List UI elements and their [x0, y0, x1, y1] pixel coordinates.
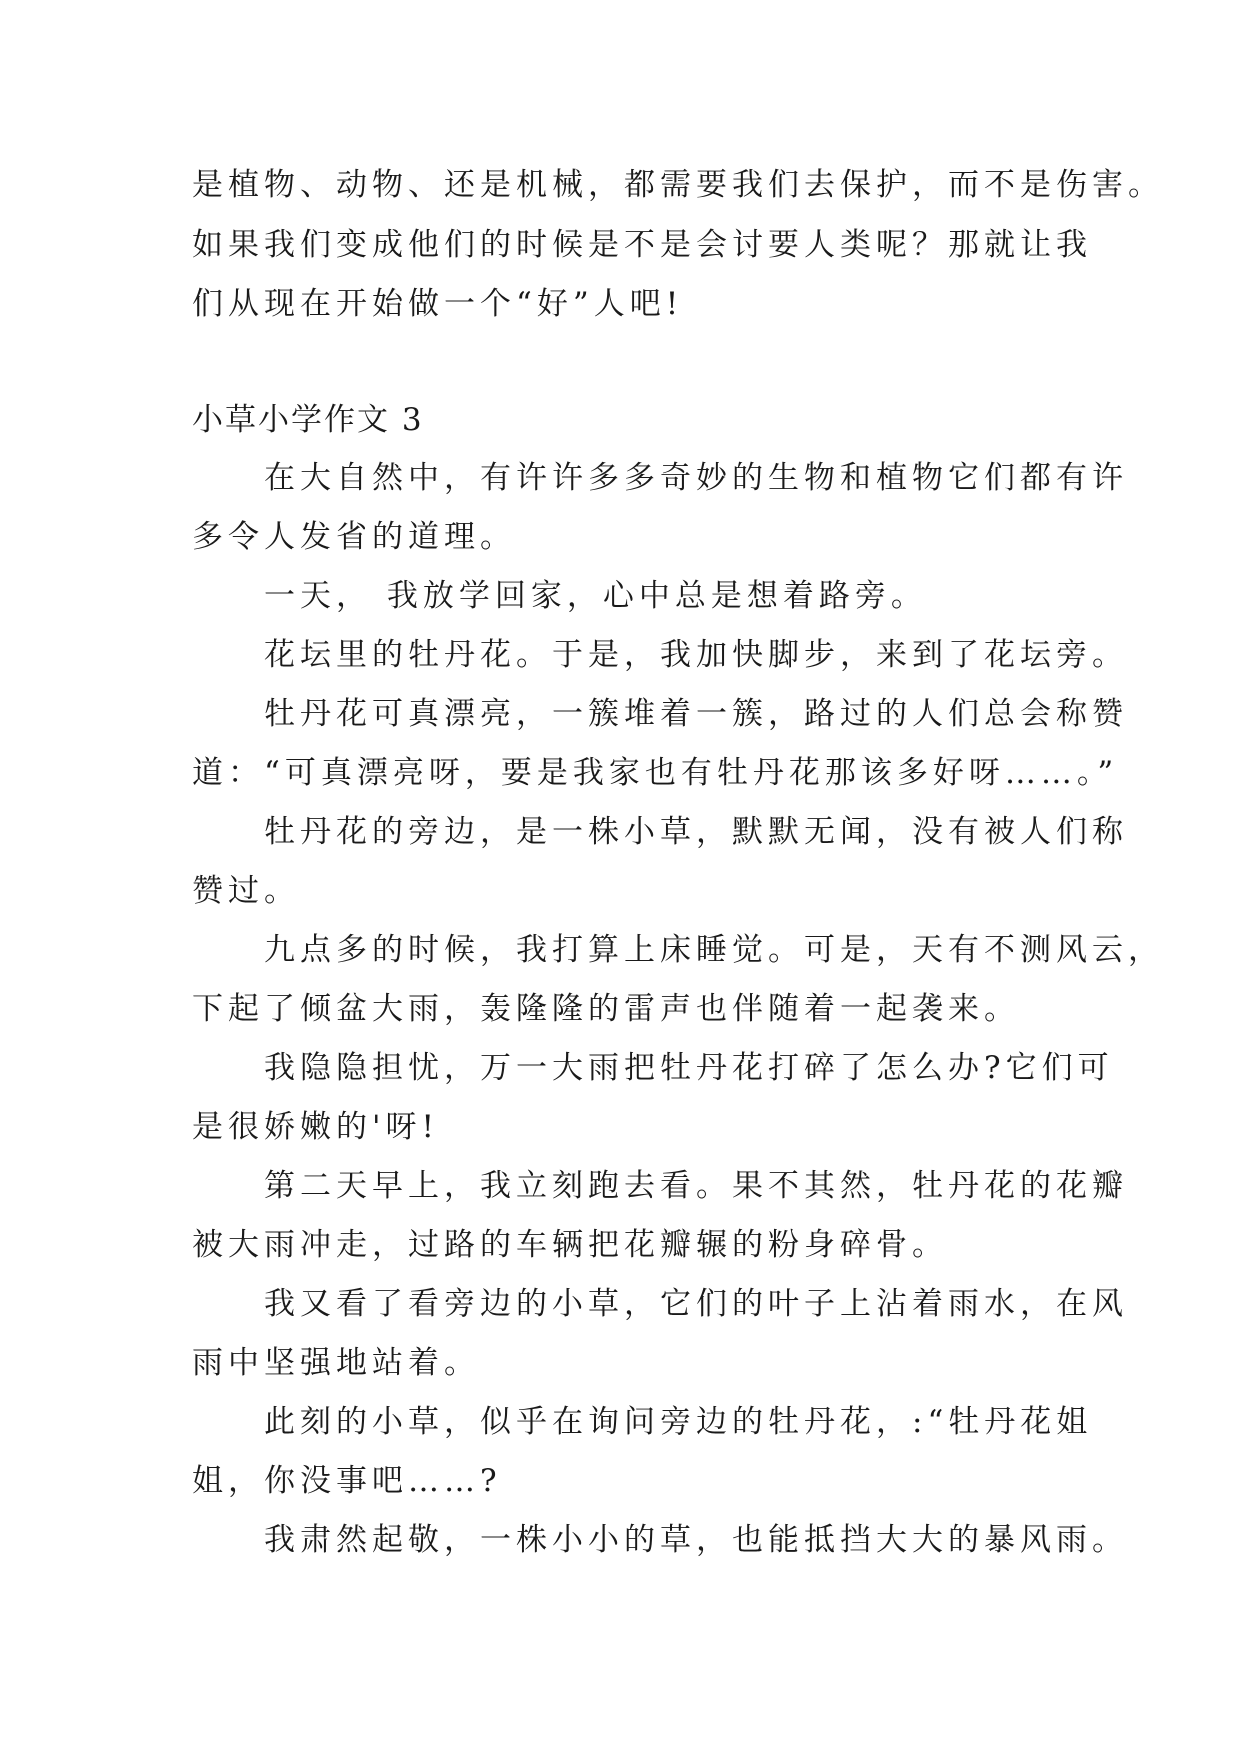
- body-line-15: 我又看了看旁边的小草，它们的叶子上沾着雨水，在风: [192, 1286, 1128, 1322]
- body-line-3: 一天， 我放学回家，心中总是想着路旁。: [192, 578, 927, 614]
- body-line-11: 我隐隐担忧，万一大雨把牡丹花打碎了怎么办?它们可: [192, 1050, 1114, 1086]
- body-line-17: 此刻的小草，似乎在询问旁边的牡丹花，:“牡丹花姐: [192, 1404, 1093, 1440]
- body-line-18: 姐，你没事吧……?: [192, 1463, 502, 1499]
- body-line-14: 被大雨冲走，过路的车辆把花瓣辗的粉身碎骨。: [192, 1227, 948, 1263]
- body-line-4: 花坛里的牡丹花。于是，我加快脚步，来到了花坛旁。: [192, 637, 1128, 673]
- body-line-6: 道：“可真漂亮呀，要是我家也有牡丹花那该多好呀……。”: [192, 755, 1119, 791]
- body-line-19: 我肃然起敬，一株小小的草，也能抵挡大大的暴风雨。: [192, 1522, 1128, 1558]
- body-line-8: 赞过。: [192, 873, 300, 909]
- body-line-13: 第二天早上，我立刻跑去看。果不其然，牡丹花的花瓣: [192, 1168, 1128, 1204]
- body-line-10: 下起了倾盆大雨，轰隆隆的雷声也伴随着一起袭来。: [192, 991, 1020, 1027]
- intro-line-2: 如果我们变成他们的时候是不是会讨要人类呢？那就让我: [192, 227, 1092, 263]
- intro-line-1: 是植物、动物、还是机械，都需要我们去保护，而不是伤害。: [192, 167, 1164, 203]
- body-line-9: 九点多的时候，我打算上床睡觉。可是，天有不测风云，: [192, 932, 1164, 968]
- body-line-16: 雨中坚强地站着。: [192, 1345, 480, 1381]
- body-line-7: 牡丹花的旁边，是一株小草，默默无闻，没有被人们称: [192, 814, 1128, 850]
- intro-line-3: 们从现在开始做一个“好”人吧!: [192, 286, 684, 322]
- section-title: 小草小学作文 3: [192, 402, 424, 438]
- body-line-1: 在大自然中，有许许多多奇妙的生物和植物它们都有许: [192, 460, 1128, 496]
- body-line-2: 多令人发省的道理。: [192, 519, 516, 555]
- body-line-5: 牡丹花可真漂亮，一簇堆着一簇，路过的人们总会称赞: [192, 696, 1128, 732]
- body-line-12: 是很娇嫩的'呀!: [192, 1109, 439, 1145]
